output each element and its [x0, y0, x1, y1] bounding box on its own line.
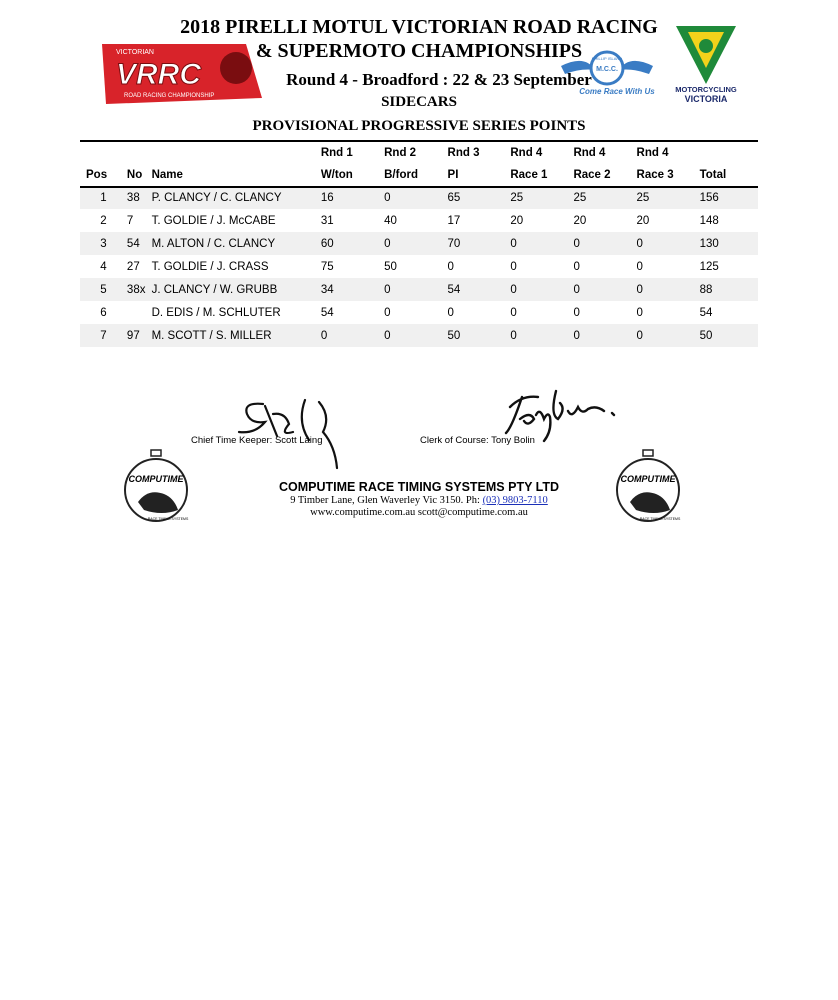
header-top-r3: Rnd 3	[447, 147, 480, 159]
title-line-2: & SUPERMOTO CHAMPIONSHIPS	[255, 40, 583, 62]
cell-r4a: 0	[510, 260, 517, 273]
header-r4c: Race 3	[636, 169, 674, 181]
cell-pos: 6	[100, 306, 107, 319]
rider-icon	[220, 52, 252, 84]
cell-r4c: 0	[637, 232, 700, 255]
header-top-name	[152, 142, 321, 169]
cell-r3: 0	[447, 260, 454, 273]
cell-r1: 60	[321, 232, 384, 255]
cell-r2: 0	[384, 278, 447, 301]
table-row	[80, 324, 758, 347]
header-top-r4b: Rnd 4	[573, 147, 606, 159]
title-line-1: 2018 PIRELLI MOTUL VICTORIAN ROAD RACING	[180, 16, 658, 38]
table-row	[80, 232, 758, 255]
cell-name: T. GOLDIE / J. CRASS	[151, 260, 269, 273]
cell-r3: 54	[448, 278, 511, 301]
cell-r1: 54	[320, 306, 334, 319]
cell-total: 148	[699, 214, 719, 227]
cell-total: 156	[700, 186, 758, 209]
header-top-r4c: Rnd 4	[636, 147, 669, 159]
cell-r2: 40	[384, 214, 397, 227]
cell-no: 38x	[127, 278, 152, 301]
header-top-r1: Rnd 1	[320, 147, 353, 159]
wings-ring-text: PHILLIP ISLAND	[591, 56, 623, 61]
computime-logo-subtext: RACE TIMING SYSTEMS	[147, 517, 189, 521]
table-row	[80, 186, 758, 209]
header-r2: B/ford	[384, 169, 418, 181]
vrrc-top-text: VICTORIAN	[116, 49, 154, 56]
header-top-r4a: Rnd 4	[510, 147, 543, 159]
cell-r2: 0	[384, 306, 391, 319]
clerk-label: Clerk of Course: Tony Bolin	[420, 435, 535, 446]
cell-r2: 0	[384, 186, 447, 209]
wings-inner-text: M.C.C.	[596, 66, 618, 73]
cell-name: D. EDIS / M. SCHLUTER	[151, 306, 281, 319]
cell-r1: 16	[321, 186, 384, 209]
company-web-email: www.computime.com.au scott@computime.com.au	[310, 507, 528, 518]
cell-r4b: 0	[573, 324, 636, 347]
cell-pos: 7	[80, 324, 127, 347]
company-address	[0, 495, 838, 506]
cell-r4b: 20	[573, 214, 587, 227]
header-top-no	[127, 142, 152, 169]
header-no: No	[126, 169, 143, 181]
header-r4b: Race 2	[573, 169, 611, 181]
cell-r1: 31	[320, 214, 334, 227]
series-points-table	[80, 142, 758, 347]
header-total: Total	[699, 169, 727, 181]
cell-pos: 2	[100, 214, 107, 227]
signature-stroke-left	[239, 400, 337, 468]
cell-r4c: 20	[636, 214, 650, 227]
cell-total: 130	[700, 232, 758, 255]
address-text: 9 Timber Lane, Glen Waverley Vic 3150. Ph:	[290, 495, 483, 506]
signature-stroke-right	[506, 391, 614, 441]
cell-r4c: 0	[636, 306, 643, 319]
header-top-r2: Rnd 2	[384, 147, 417, 159]
wings-logo	[557, 46, 657, 102]
computime-logo-text: COMPUTIME	[620, 474, 676, 484]
stopwatch-crown-icon	[643, 450, 653, 456]
cell-r3: 0	[447, 306, 454, 319]
cell-r2: 0	[384, 232, 447, 255]
mv-map-icon	[699, 39, 713, 53]
cell-r2: 50	[384, 260, 397, 273]
cell-r1: 34	[321, 278, 384, 301]
vrrc-logo	[96, 40, 264, 110]
table-row	[80, 301, 758, 324]
cell-pos: 1	[80, 186, 127, 209]
header-row-bottom	[80, 169, 758, 186]
cell-r2: 0	[384, 324, 447, 347]
header-pos: Pos	[86, 169, 108, 181]
cell-no: 97	[127, 324, 152, 347]
cell-r4c: 0	[637, 278, 700, 301]
cell-r4c: 0	[637, 324, 700, 347]
cell-r4b: 25	[573, 186, 636, 209]
cell-r4a: 25	[510, 186, 573, 209]
table-body	[80, 186, 758, 347]
cell-name: M. SCOTT / S. MILLER	[152, 324, 321, 347]
header-top-pos	[80, 142, 127, 169]
cell-name: J. CLANCY / W. GRUBB	[152, 278, 321, 301]
cell-pos: 4	[100, 260, 107, 273]
cell-r1: 75	[320, 260, 334, 273]
cell-name: M. ALTON / C. CLANCY	[152, 232, 321, 255]
cell-total: 50	[700, 324, 758, 347]
cell-r1: 0	[321, 324, 384, 347]
header-r4a: Race 1	[510, 169, 548, 181]
header-row-top	[80, 142, 758, 169]
stopwatch-crown-icon	[151, 450, 161, 456]
cell-no: 27	[126, 260, 140, 273]
motorcycling-victoria-logo	[674, 24, 738, 106]
cell-r3: 17	[447, 214, 461, 227]
cell-total: 125	[699, 260, 719, 273]
table-row	[80, 209, 758, 232]
table-header	[80, 142, 758, 186]
cell-r3: 70	[448, 232, 511, 255]
class-name: SIDECARS	[381, 94, 457, 110]
vrrc-bottom-text: ROAD RACING CHAMPIONSHIP	[124, 93, 215, 99]
table-header-rule	[80, 186, 758, 188]
cell-r4a: 0	[510, 278, 573, 301]
cell-r4c: 0	[636, 260, 643, 273]
timekeeper-label: Chief Time Keeper: Scott Laing	[191, 435, 323, 446]
vrrc-main-text: VRRC	[116, 58, 202, 91]
header-name: Name	[151, 169, 183, 181]
cell-r3: 65	[448, 186, 511, 209]
cell-r4a: 20	[510, 214, 524, 227]
cell-no: 38	[127, 186, 152, 209]
cell-no	[127, 301, 152, 324]
header-r3: PI	[447, 169, 459, 181]
cell-name: P. CLANCY / C. CLANCY	[152, 186, 321, 209]
header-r1: W/ton	[320, 169, 353, 181]
mv-line-2: VICTORIA	[684, 94, 728, 104]
cell-pos: 3	[80, 232, 127, 255]
cell-no: 7	[126, 214, 134, 227]
cell-r3: 50	[448, 324, 511, 347]
cell-pos: 5	[80, 278, 127, 301]
table-row	[80, 278, 758, 301]
phone-link[interactable]: (03) 9803-7110	[482, 495, 548, 506]
cell-no: 54	[127, 232, 152, 255]
header-top-total	[700, 142, 758, 169]
round-info: Round 4 - Broadford : 22 & 23 September	[286, 70, 592, 89]
table-row	[80, 255, 758, 278]
cell-r4b: 0	[573, 278, 636, 301]
cell-total: 54	[699, 306, 713, 319]
cell-r4a: 0	[510, 306, 517, 319]
timekeeper-signature	[235, 392, 355, 472]
cell-r4a: 0	[510, 324, 573, 347]
computime-logo-text: COMPUTIME	[128, 474, 184, 484]
computime-logo-subtext: RACE TIMING SYSTEMS	[639, 517, 681, 521]
cell-r4b: 0	[573, 232, 636, 255]
report-subtitle: PROVISIONAL PROGRESSIVE SERIES POINTS	[252, 118, 586, 134]
cell-r4c: 25	[637, 186, 700, 209]
cell-total: 88	[700, 278, 758, 301]
wings-motto: Come Race With Us	[579, 87, 655, 96]
cell-name: T. GOLDIE / J. McCABE	[151, 214, 276, 227]
cell-r4a: 0	[510, 232, 573, 255]
mv-line-1: MOTORCYCLING	[675, 85, 737, 94]
company-name: COMPUTIME RACE TIMING SYSTEMS PTY LTD	[278, 480, 560, 494]
cell-r4b: 0	[573, 306, 580, 319]
cell-r4b: 0	[573, 260, 580, 273]
